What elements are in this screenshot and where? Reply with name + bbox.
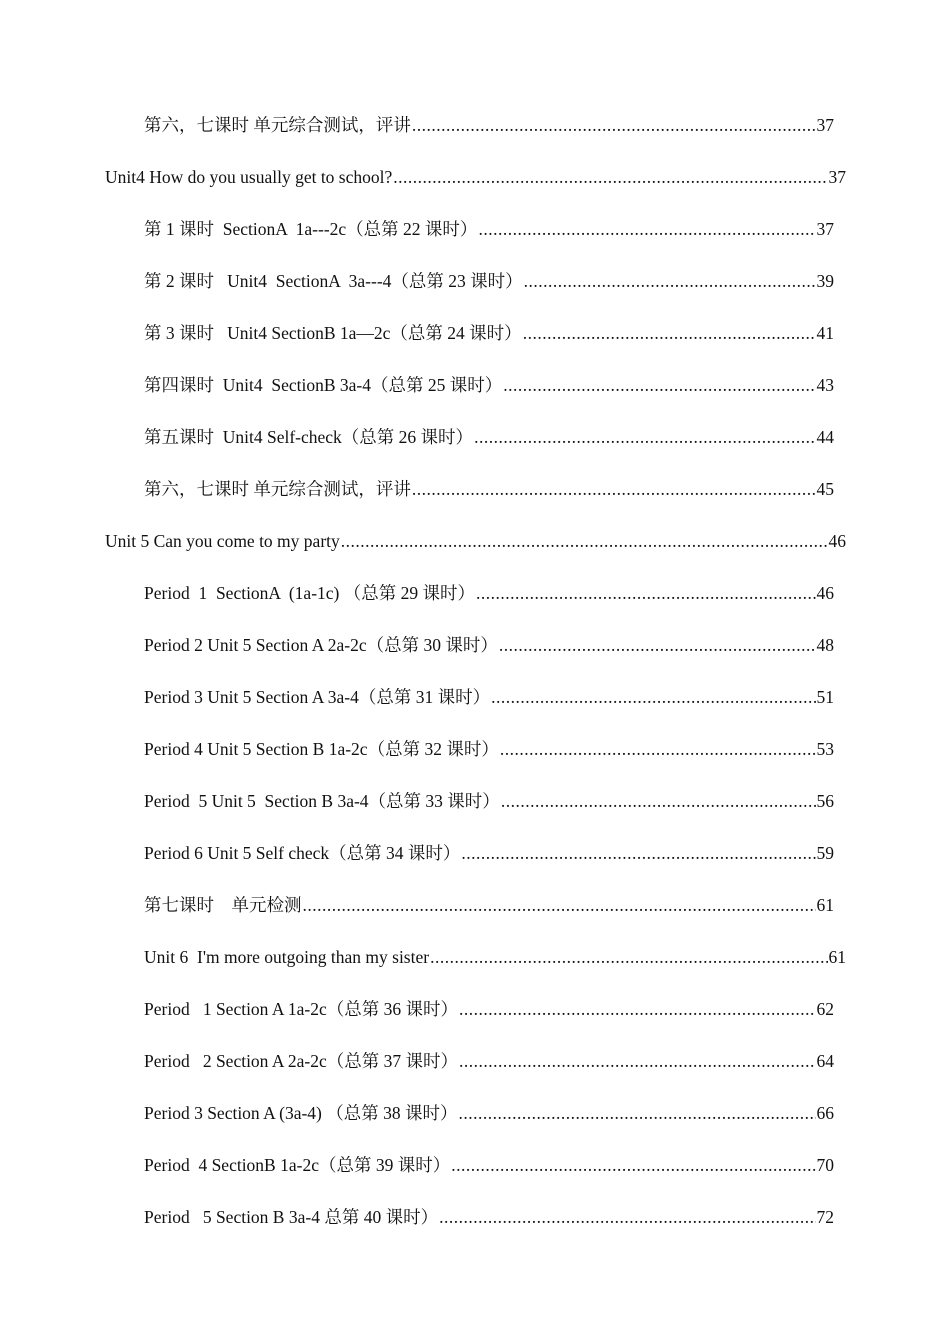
toc-dot-leader — [459, 997, 816, 1021]
toc-entry[interactable] — [105, 529, 846, 553]
toc-entry[interactable] — [144, 841, 834, 865]
toc-entry[interactable] — [144, 633, 834, 657]
toc-entry-title: Unit4 How do you usually get to school? — [105, 167, 393, 187]
toc-entry[interactable] — [144, 685, 834, 709]
toc-entry[interactable] — [144, 113, 834, 137]
toc-entry-title: Period 2 Section A 2a-2c（总第 37 课时） — [144, 1051, 458, 1071]
toc-dot-leader — [491, 685, 815, 709]
toc-page-number: 37 — [816, 115, 834, 135]
toc-page-number: 45 — [816, 479, 834, 499]
toc-entry[interactable] — [144, 321, 834, 345]
toc-page-number: 59 — [816, 843, 834, 863]
toc-entry[interactable] — [144, 789, 834, 813]
toc-entry-title: 第六，七课时 单元综合测试，评讲 — [144, 479, 411, 499]
toc-page-number: 41 — [816, 323, 834, 343]
toc-entry-title: Period 3 Unit 5 Section A 3a-4（总第 31 课时） — [144, 687, 491, 707]
toc-entry[interactable] — [144, 477, 834, 501]
toc-entry-title: Period 4 Unit 5 Section B 1a-2c（总第 32 课时） — [144, 739, 499, 759]
toc-entry-title: 第五课时 Unit4 Self-check（总第 26 课时） — [144, 427, 474, 447]
toc-dot-leader — [499, 633, 816, 657]
toc-dot-leader — [341, 529, 828, 553]
toc-entry[interactable] — [144, 217, 834, 241]
toc-entry-title: 第 3 课时 Unit4 SectionB 1a—2c（总第 24 课时） — [144, 323, 522, 343]
toc-dot-leader — [503, 373, 815, 397]
toc-dot-leader — [412, 477, 816, 501]
toc-entry-title: Unit 5 Can you come to my party — [105, 531, 340, 551]
toc-dot-leader — [461, 841, 815, 865]
toc-entry-title: Period 1 SectionA (1a-1c) （总第 29 课时） — [144, 583, 475, 603]
toc-page-number: 62 — [816, 999, 834, 1019]
toc-dot-leader — [303, 893, 816, 917]
toc-entry[interactable] — [144, 269, 834, 293]
toc-entry[interactable] — [144, 997, 834, 1021]
toc-dot-leader — [500, 737, 816, 761]
toc-dot-leader — [459, 1049, 816, 1073]
toc-page-number: 48 — [816, 635, 834, 655]
toc-dot-leader — [524, 269, 816, 293]
toc-entry-title: Period 2 Unit 5 Section A 2a-2c（总第 30 课时） — [144, 635, 498, 655]
toc-page-number: 72 — [816, 1207, 834, 1227]
toc-dot-leader — [412, 113, 816, 137]
toc-page-number: 43 — [816, 375, 834, 395]
toc-entry[interactable] — [144, 1049, 834, 1073]
toc-page-number: 53 — [816, 739, 834, 759]
toc-page-number: 61 — [816, 895, 834, 915]
toc-dot-leader — [439, 1205, 815, 1229]
toc-entry[interactable] — [144, 945, 846, 969]
toc-entry[interactable] — [105, 165, 846, 189]
toc-entry-title: 第 2 课时 Unit4 SectionA 3a---4（总第 23 课时） — [144, 271, 523, 291]
toc-page-number: 70 — [816, 1155, 834, 1175]
toc-entry-title: 第 1 课时 SectionA 1a---2c（总第 22 课时） — [144, 219, 478, 239]
toc-page-number: 51 — [816, 687, 834, 707]
toc-entry[interactable] — [144, 737, 834, 761]
toc-entry-title: Period 4 SectionB 1a-2c（总第 39 课时） — [144, 1155, 451, 1175]
toc-entry-title: 第四课时 Unit4 SectionB 3a-4（总第 25 课时） — [144, 375, 503, 395]
toc-page-number: 37 — [828, 167, 846, 187]
toc-entry-title: Period 1 Section A 1a-2c（总第 36 课时） — [144, 999, 458, 1019]
toc-dot-leader — [476, 581, 816, 605]
toc-page-number: 46 — [828, 531, 846, 551]
toc-dot-leader — [523, 321, 816, 345]
toc-entry[interactable] — [144, 1101, 834, 1125]
toc-entry-title: Unit 6 I'm more outgoing than my sister — [144, 947, 430, 967]
toc-entry[interactable] — [144, 373, 834, 397]
toc-dot-leader — [478, 217, 815, 241]
toc-entry-title: Period 6 Unit 5 Self check（总第 34 课时） — [144, 843, 461, 863]
toc-entry-title: Period 5 Section B 3a-4 总第 40 课时） — [144, 1207, 439, 1227]
toc-page-number: 39 — [816, 271, 834, 291]
toc-entry-title: Period 3 Section A (3a-4) （总第 38 课时） — [144, 1103, 458, 1123]
toc-entry[interactable] — [144, 1153, 834, 1177]
toc-page-number: 66 — [816, 1103, 834, 1123]
toc-entry-title: Period 5 Unit 5 Section B 3a-4（总第 33 课时） — [144, 791, 500, 811]
toc-dot-leader — [501, 789, 816, 813]
toc-entry[interactable] — [144, 581, 834, 605]
toc-dot-leader — [430, 945, 827, 969]
toc-entry-title: 第七课时 单元检测 — [144, 895, 302, 915]
toc-page-number: 46 — [816, 583, 834, 603]
toc-entry-title: 第六，七课时 单元综合测试，评讲 — [144, 115, 411, 135]
toc-dot-leader — [451, 1153, 815, 1177]
toc-dot-leader — [459, 1101, 816, 1125]
toc-page-number: 44 — [816, 427, 834, 447]
toc-dot-leader — [393, 165, 827, 189]
toc-page-number: 56 — [816, 791, 834, 811]
toc-page-number: 61 — [828, 947, 846, 967]
toc-page-number: 37 — [816, 219, 834, 239]
toc-entry[interactable] — [144, 425, 834, 449]
toc-entry[interactable] — [144, 893, 834, 917]
toc-dot-leader — [474, 425, 815, 449]
toc-page-number: 64 — [816, 1051, 834, 1071]
toc-entry[interactable] — [144, 1205, 834, 1229]
